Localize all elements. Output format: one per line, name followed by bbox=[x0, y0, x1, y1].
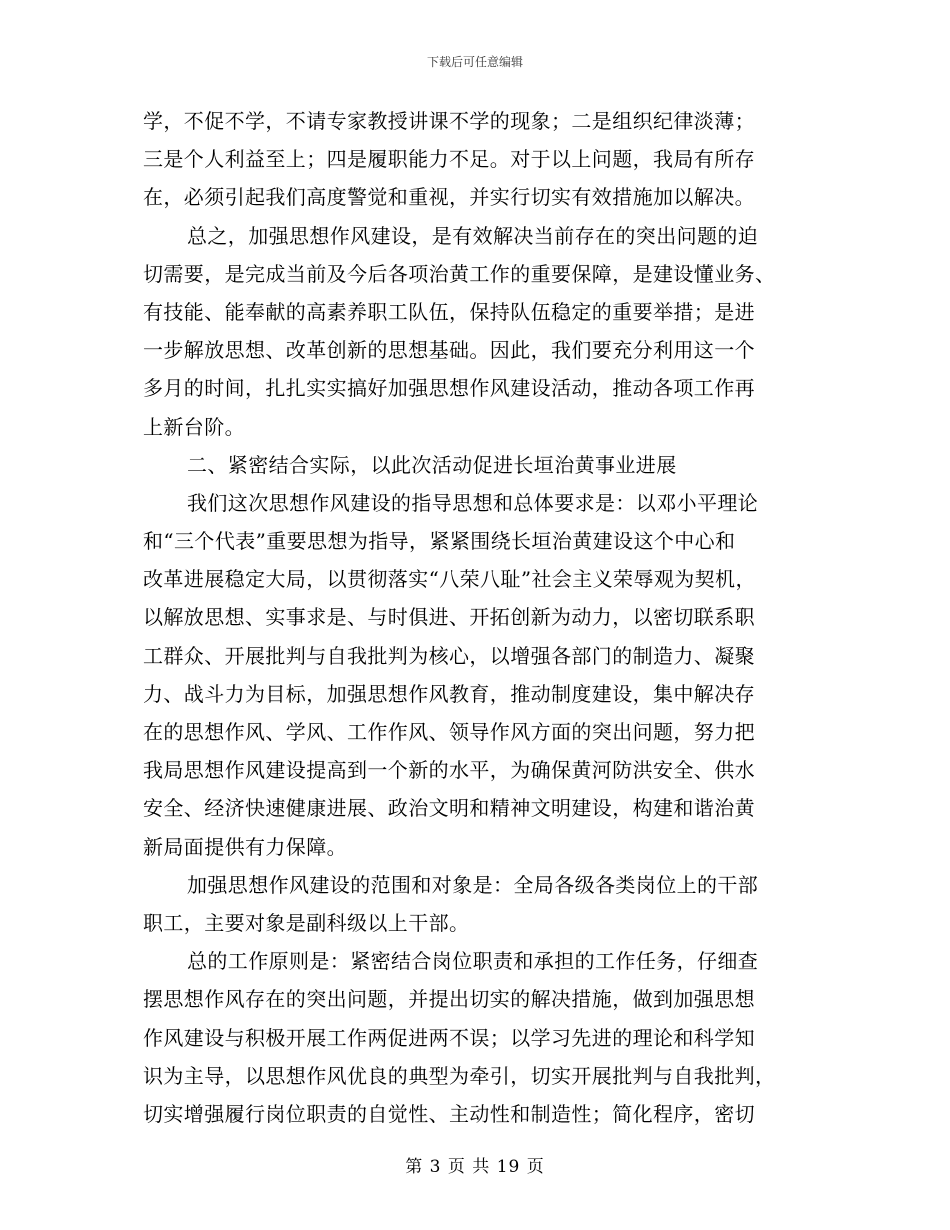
text-line: 新局面提供有力保障。 bbox=[143, 834, 347, 859]
text-line: 以解放思想、实事求是、与时俱进、开拓创新为动力，以密切联系职 bbox=[143, 605, 755, 630]
text-line: 我们这次思想作风建设的指导思想和总体要求是：以邓小平理论 bbox=[187, 490, 759, 515]
page-header bbox=[0, 54, 950, 70]
text-line: 学，不促不学，不请专家教授讲课不学的现象；二是组织纪律淡薄； bbox=[143, 109, 755, 133]
text-line: 我局思想作风建设提高到一个新的水平，为确保黄河防洪安全、供水 bbox=[143, 758, 755, 783]
text-line: 摆思想作风存在的突出问题，并提出切实的解决措施，做到加强思想 bbox=[143, 987, 755, 1012]
text-line: 上新台阶。 bbox=[143, 414, 245, 439]
text-line: 多月的时间，扎扎实实搞好加强思想作风建设活动，推动各项工作再 bbox=[143, 376, 755, 401]
page-footer bbox=[0, 1156, 950, 1178]
header-text: 下载后可任意编辑 bbox=[426, 55, 523, 69]
text-line: 切实增强履行岗位职责的自觉性、主动性和制造性；简化程序，密切 bbox=[143, 1101, 755, 1126]
text-line: 三是个人利益至上；四是履职能力不足。对于以上问题，我局有所存 bbox=[143, 147, 755, 172]
text-line: 改革进展稳定大局，以贯彻落实“八荣八耻”社会主义荣辱观为契机， bbox=[143, 567, 756, 592]
text-line: 在的思想作风、学风、工作作风、领导作风方面的突出问题，努力把 bbox=[143, 720, 755, 744]
text-line: 识为主导，以思想作风优良的典型为牵引，切实开展批判与自我批判， bbox=[143, 1063, 776, 1088]
section-heading: 二、紧密结合实际，以此次活动促进长垣治黄事业进展 bbox=[187, 452, 677, 477]
text-line: 力、战斗力为目标，加强思想作风教育，推动制度建设，集中解决存 bbox=[143, 681, 755, 706]
text-line: 一步解放思想、改革创新的思想基础。因此，我们要充分利用这一个 bbox=[143, 338, 755, 363]
text-line: 切需要，是完成当前及今后各项治黄工作的重要保障，是建设懂业务、 bbox=[143, 261, 776, 286]
text-line: 总的工作原则是：紧密结合岗位职责和承担的工作任务，仔细查 bbox=[187, 949, 759, 974]
text-line: 作风建设与积极开展工作两促进两不误；以学习先进的理论和科学知 bbox=[143, 1025, 755, 1050]
text-line: 在，必须引起我们高度警觉和重视，并实行切实有效措施加以解决。 bbox=[143, 185, 755, 210]
text-line: 安全、经济快速健康进展、政治文明和精神文明建设，构建和谐治黄 bbox=[143, 796, 755, 821]
document-body bbox=[143, 102, 808, 1133]
text-line: 职工，主要对象是副科级以上干部。 bbox=[143, 910, 470, 935]
page-number: 第 3 页 共 19 页 bbox=[405, 1157, 545, 1177]
text-line: 工群众、开展批判与自我批判为核心，以增强各部门的制造力、凝聚 bbox=[143, 643, 755, 668]
text-line: 总之，加强思想作风建设，是有效解决当前存在的突出问题的迫 bbox=[187, 223, 759, 248]
text-line: 和“三个代表”重要思想为指导，紧紧围绕长垣治黄建设这个中心和 bbox=[143, 529, 736, 554]
text-line: 加强思想作风建设的范围和对象是：全局各级各类岗位上的干部 bbox=[187, 872, 759, 897]
text-line: 有技能、能奉献的高素养职工队伍，保持队伍稳定的重要举措；是进 bbox=[143, 299, 755, 324]
